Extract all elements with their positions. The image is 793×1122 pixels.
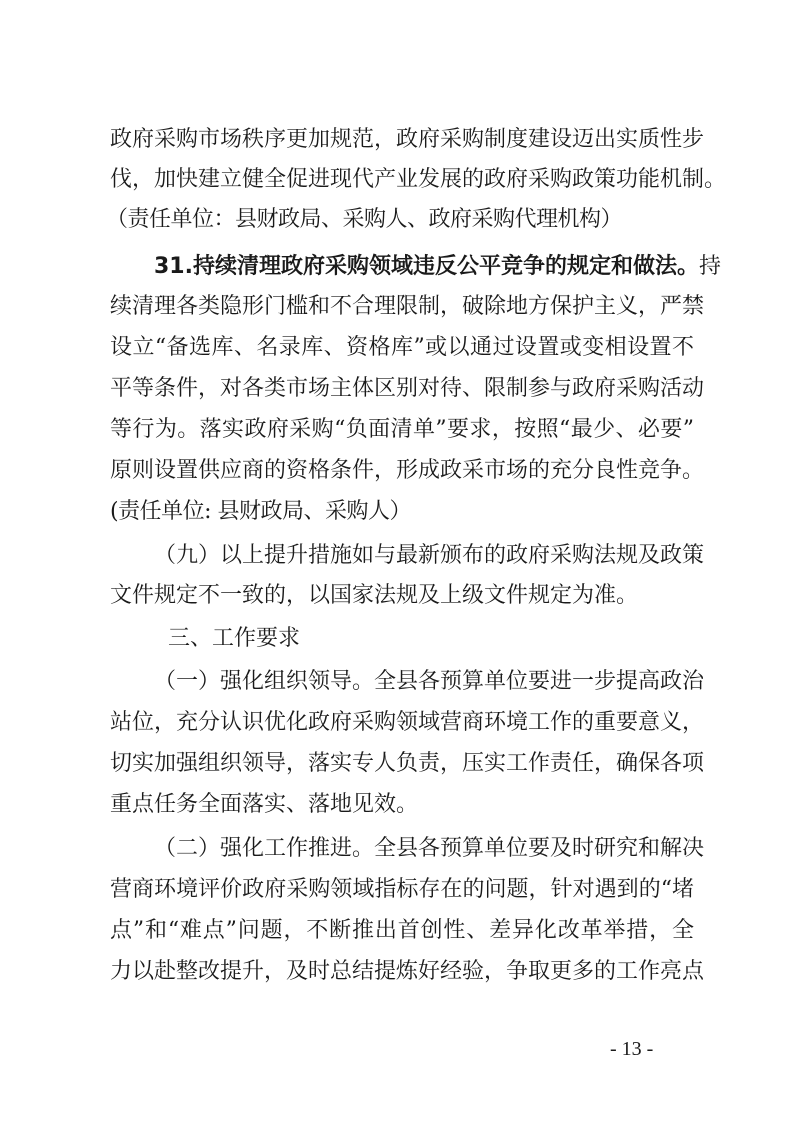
body-line: 设立“备选库、名录库、资格库”或以通过设置或变相设置不	[110, 335, 694, 360]
page-number: - 13 -	[610, 1038, 654, 1060]
body-line: 力以赴整改提升，及时总结提炼好经验，争取更多的工作亮点	[110, 959, 705, 984]
responsibility-note: (责任单位: 县财政局、采购人）	[110, 499, 411, 524]
item-31-line	[154, 249, 721, 285]
body-line: 伐，加快建立健全促进现代产业发展的政府采购政策功能机制。	[110, 167, 727, 192]
body-line: 平等条件，对各类市场主体区别对待、限制参与政府采购活动	[110, 376, 705, 401]
body-line: 等行为。落实政府采购“负面清单”要求，按照“最少、必要”	[110, 417, 694, 442]
body-line: 政府采购市场秩序更加规范，政府采购制度建设迈出实质性步	[110, 127, 705, 152]
body-line: 原则设置供应商的资格条件，形成政采市场的充分良性竞争。	[110, 458, 705, 483]
responsibility-note: （责任单位：县财政局、采购人、政府采购代理机构）	[106, 207, 623, 232]
item-31-continuation: 持	[698, 254, 721, 279]
section-heading: 三、工作要求	[168, 626, 301, 651]
body-line: 站位，充分认识优化政府采购领域营商环境工作的重要意义，	[110, 710, 705, 735]
item-9-line: （九）以上提升措施如与最新颁布的政府采购法规及政策	[154, 543, 705, 568]
subsection-line: （一）强化组织领导。全县各预算单位要进一步提高政治	[154, 669, 705, 694]
body-line: 营商环境评价政府采购领域指标存在的问题，针对遇到的“堵	[110, 877, 694, 902]
body-line: 点”和“难点”问题，不断推出首创性、差异化改革举措，全	[110, 918, 694, 943]
body-line: 重点任务全面落实、落地见效。	[110, 792, 419, 817]
item-31-heading: 31.持续清理政府采购领域违反公平竞争的规定和做法。	[154, 254, 699, 279]
body-line: 续清理各类隐形门槛和不合理限制，破除地方保护主义，严禁	[110, 294, 705, 319]
subsection-line: （二）强化工作推进。全县各预算单位要及时研究和解决	[154, 836, 705, 861]
body-line: 切实加强组织领导，落实专人负责，压实工作责任，确保各项	[110, 751, 705, 776]
body-line: 文件规定不一致的，以国家法规及上级文件规定为准。	[110, 583, 639, 608]
